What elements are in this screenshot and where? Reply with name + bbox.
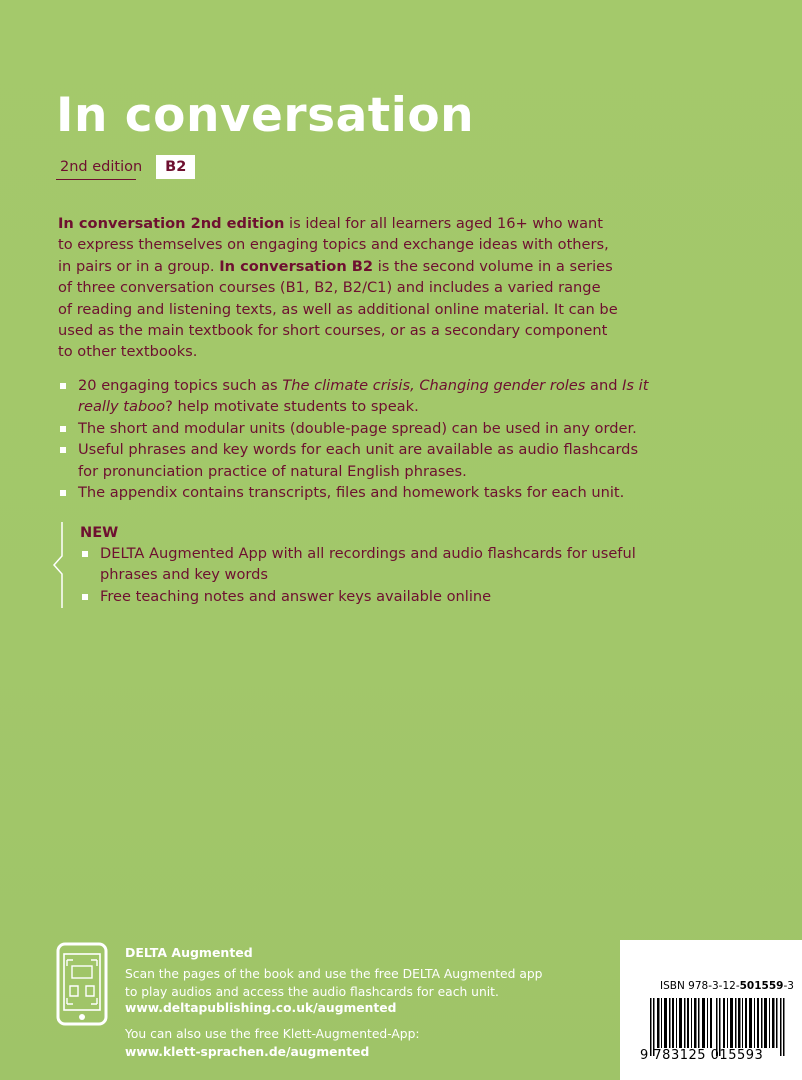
bullet-square-icon (60, 426, 66, 432)
new-feature-item (80, 586, 640, 607)
bullet-square-icon (60, 447, 66, 453)
bullet-square-icon (60, 490, 66, 496)
intro-text-1: is ideal for all learners aged 16+ who want to express themselves on engaging topics and exchange ideas with others, in pairs or in a group. (58, 215, 609, 275)
bullet-square-icon (82, 551, 88, 557)
edition-label: 2nd edition (60, 159, 143, 175)
feature-text: ? help motivate students to speak. (165, 398, 419, 416)
book-title: In conversation (56, 88, 475, 143)
new-feature-text: Free teaching notes and answer keys available online (100, 587, 492, 605)
isbn-prefix: ISBN 978-3-12- (660, 980, 740, 992)
intro-paragraph (58, 213, 618, 363)
feature-item (58, 482, 658, 503)
intro-bold-title: In conversation 2nd edition (58, 215, 285, 232)
isbn-box (620, 940, 802, 1080)
feature-item (58, 375, 658, 418)
bullet-square-icon (60, 383, 66, 389)
edition-underline (56, 179, 136, 180)
edition-row (56, 152, 195, 182)
new-features-list (80, 543, 640, 607)
delta-augmented-title: DELTA Augmented (125, 945, 253, 960)
isbn-suffix: -3 (783, 980, 794, 992)
level-badge: B2 (156, 155, 195, 180)
feature-italic: The climate crisis, Changing gender roles (282, 377, 586, 394)
feature-text: The short and modular units (double-page spread) can be used in any order. (78, 419, 637, 437)
new-feature-item (80, 543, 640, 586)
feature-italic: Is it really taboo (78, 377, 649, 416)
feature-text: and (585, 377, 623, 394)
intro-bold-volume: In conversation B2 (219, 257, 374, 275)
delta-augmented-text: Scan the pages of the book and use the free DELTA Augmented app to play audios and access the audio flashcards for each unit. (125, 967, 543, 999)
isbn-number (660, 980, 794, 992)
klett-text: You can also use the free Klett-Augmented-App: (125, 1027, 420, 1041)
new-label: NEW (80, 524, 119, 541)
brace-icon (50, 520, 64, 610)
feature-item (58, 418, 658, 439)
feature-text: 20 engaging topics such as (78, 377, 283, 394)
isbn-bold: 501559 (739, 980, 784, 992)
delta-url-link[interactable]: www.deltapublishing.co.uk/augmented (125, 1001, 397, 1015)
bullet-square-icon (82, 594, 88, 600)
feature-text: Useful phrases and key words for each unit are available as audio flashcards for pronunciation practice of natural English phrases. (78, 441, 639, 480)
intro-text-2: is the second volume in a series of three conversation courses (B1, B2, B2/C1) and includes a varied range of reading and listening texts, as well as additional online material. It can be used as the main textbook for short courses, or as a secondary component to other textbooks. (58, 257, 618, 361)
feature-list (58, 375, 658, 503)
klett-url-link[interactable]: www.klett-sprachen.de/augmented (125, 1045, 370, 1059)
new-feature-text: DELTA Augmented App with all recordings and audio flashcards for useful phrases and key words (100, 545, 636, 584)
barcode-digits: 9 783125 015593 (640, 1048, 764, 1063)
tablet-scan-icon (56, 942, 108, 1026)
feature-text: The appendix contains transcripts, files and homework tasks for each unit. (78, 484, 625, 502)
feature-item (58, 439, 658, 482)
